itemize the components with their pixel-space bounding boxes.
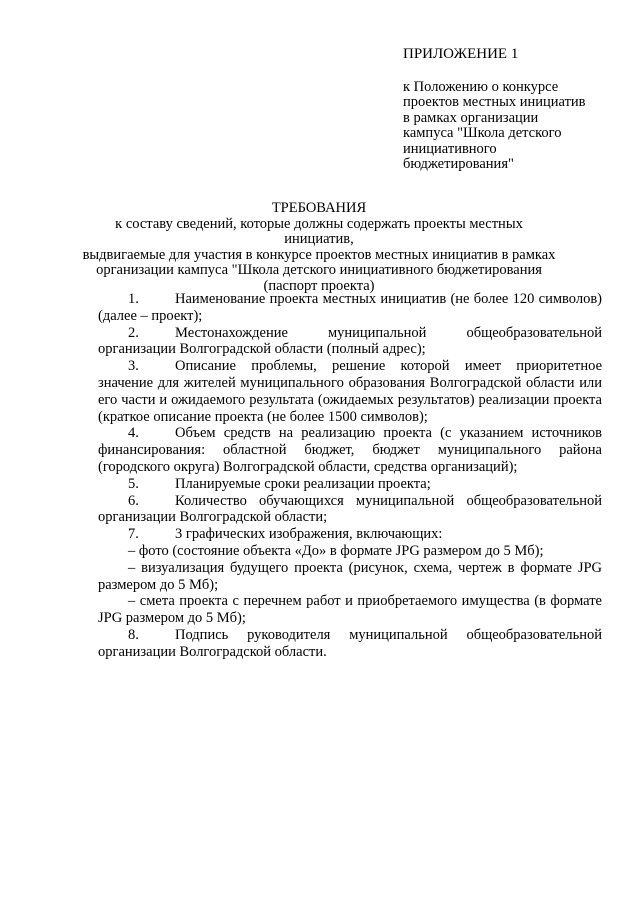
sub-item: – визуализация будущего проекта (рисунок, схема, чертеж в формате JPG размером до 5 Мб); xyxy=(98,559,602,593)
document-heading xyxy=(80,201,558,294)
item-number: 3. xyxy=(128,358,139,375)
item-text: 3 графических изображения, включающих: xyxy=(175,526,443,543)
heading-line: (паспорт проекта) xyxy=(263,277,375,294)
appendix-line: инициативного xyxy=(403,140,497,157)
heading-line: выдвигаемые для участия в конкурсе проектов местных инициатив в рамках xyxy=(82,246,556,263)
item-number: 7. xyxy=(128,526,139,543)
item-text: Количество обучающихся муниципальной общеобразовательной организации Волгоградской области; xyxy=(98,492,602,526)
appendix-line: в рамках организации xyxy=(403,109,539,126)
appendix-line: проектов местных инициатив xyxy=(403,94,586,110)
list-item xyxy=(98,493,602,527)
item-text: Местонахождение муниципальной общеобразовательной организации Волгоградской области (полный адрес); xyxy=(98,324,602,358)
item-number: 8. xyxy=(128,626,139,643)
item-text: Объем средств на реализацию проекта (с указанием источников финансирования: областной бюджет, бюджет муниципального района (городского округа) Волгоградской области, средства организаций); xyxy=(98,425,602,475)
list-item xyxy=(98,325,602,359)
list-item xyxy=(98,291,602,325)
list-item xyxy=(98,476,602,493)
appendix-line: бюджетирования" xyxy=(403,156,514,172)
heading-title: ТРЕБОВАНИЯ xyxy=(271,200,367,216)
item-number: 1. xyxy=(128,291,139,307)
item-text: Планируемые сроки реализации проекта; xyxy=(175,475,431,492)
list-item xyxy=(98,627,602,661)
appendix-line: к Положению о конкурсе xyxy=(403,78,559,95)
requirements-list xyxy=(98,291,602,661)
item-number: 6. xyxy=(128,492,139,509)
list-item xyxy=(98,358,602,425)
item-number: 2. xyxy=(128,324,139,341)
item-text: Наименование проекта местных инициатив (не более 120 символов) (далее – проект); xyxy=(98,291,602,324)
heading-line: организации кампуса "Школа детского инициативного бюджетирования xyxy=(96,262,542,278)
sub-item: – смета проекта с перечнем работ и приобретаемого имущества (в формате JPG размером до 5 Мб); xyxy=(98,593,602,627)
appendix-line: кампуса "Школа детского xyxy=(403,125,562,141)
sub-item: – фото (состояние объекта «До» в формате JPG размером до 5 Мб); xyxy=(128,542,544,559)
appendix-title: ПРИЛОЖЕНИЕ 1 xyxy=(403,46,519,62)
heading-line: к составу сведений, которые должны содержать проекты местных инициатив, xyxy=(115,215,523,247)
list-item xyxy=(98,425,602,475)
item-text: Подпись руководителя муниципальной общеобразовательной организации Волгоградской области. xyxy=(98,626,602,660)
list-item xyxy=(98,526,602,543)
item-number: 4. xyxy=(128,425,139,442)
appendix-block xyxy=(403,47,613,173)
item-text: Описание проблемы, решение которой имеет приоритетное значение для жителей муниципального образования Волгоградской области или его части и ожидаемого результата (ожидаемых результатов) реализации проекта (краткое описание проекта (не более 1500 символов); xyxy=(98,358,602,425)
item-number: 5. xyxy=(128,475,139,492)
